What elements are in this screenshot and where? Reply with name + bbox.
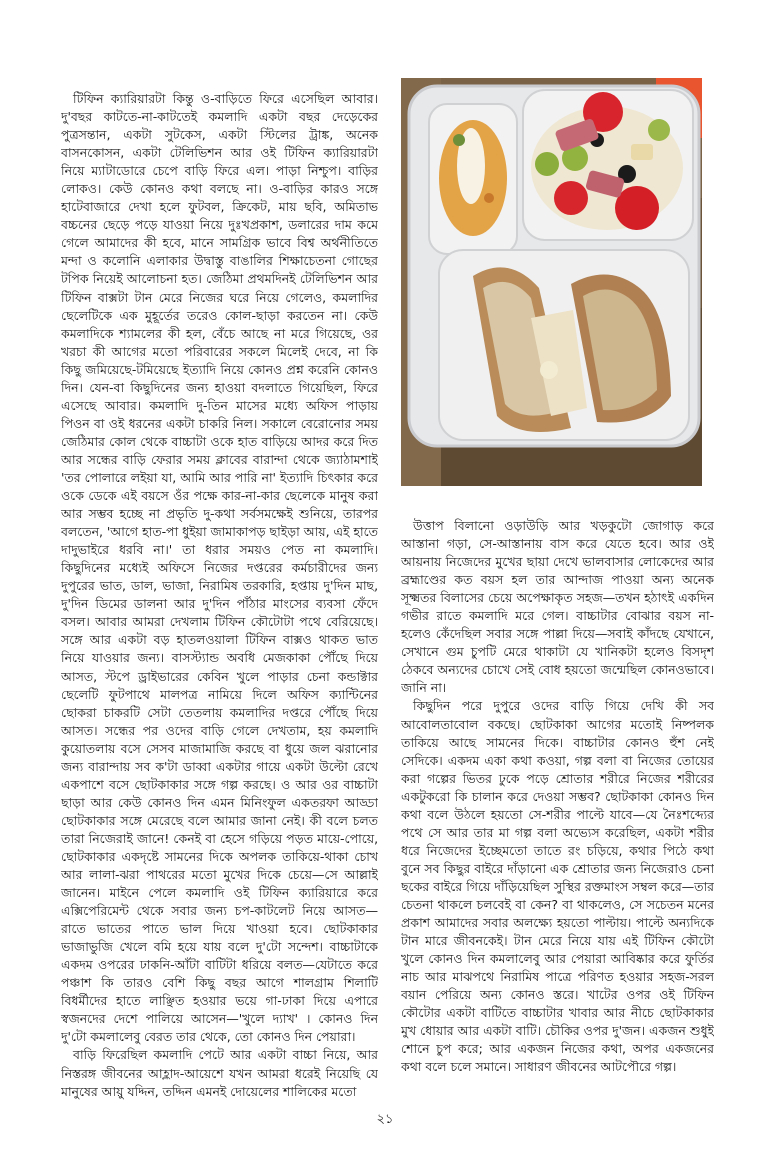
paragraph-2: বাড়ি ফিরেছিল কমলাদি পেটে আর একটা বাচ্চা নিয়ে, আর নিস্তরঙ্গ জীবনের আহ্লাদ-আয়েশে যখন আমরা ধরেই নিয়েছি যে মানুষের আয়ু যদ্দিন, তদ্দিন এমনই দোয়েলের শালিকের মতো — [61, 1047, 378, 1099]
lunchbox-photo — [401, 78, 702, 486]
left-text-column — [61, 90, 378, 1100]
paragraph-4: কিছুদিন পরে দুপুরে ওদের বাড়ি গিয়ে দেখি কী সব আবোলতাবোল বকছে। ছোটকাকা আগের মতোই নিষ্পলক তাকিয়ে আছে সামনের দিকে। বাচ্চাটার কোনও হুঁশ নেই সেদিকে। একদম একা কথা কওয়া, গল্প বলা বা নিজের তোয়ের করা গল্পের ভিতর ঢুকে পড়ে শ্রোতার শরীরে নিজের শরীরের একটুকরো কি চালান করে দেওয়া সম্ভব? ছোটকাকা কোনও দিন কথা বলে উঠলে হয়তো সে-শরীর পাল্টে যাবে—যে নৈঃশব্দ্যের পথে সে আর তার মা গল্প বলা অভ্যেস করেছিল, একটা শরীর ধরে নিজেদের ইচ্ছেমতো তাতে রং চড়িয়ে, কথার পিঠে কথা বুনে সব কিছুর বাইরে দাঁড়ানো এক শ্রোতার জন্য নিজেরাও চেনা ছকের বাইরে গিয়ে দাঁড়িয়েছিল সুস্থির রক্তমাংস সম্বল করে—তার চেতনা থাকলে চলবেই বা কেন? বা থাকলেও, সে সচেতন মনের প্রকাশ আমাদের সবার অলক্ষ্যে হয়তো পাল্টায়। পাল্টে অন্যদিকে টান মারে জীবনকেই। টান মেরে নিয়ে যায় এই টিফিন কৌটো খুলে কোনও দিন কমলালেবু আর পেয়ারা আবিষ্কার করে ফুর্তির নাচ আর মাঝপথে নিরামিষ পাত্রে পরিণত হওয়ার সহজ-সরল বয়ান পেরিয়ে অন্য কোনও স্তরে। খাটের ওপর ওই টিফিন কৌটোর একটা বাটিতে বাচ্চাটার খাবার আর নীচে ছোটকাকার মুখ ধোয়ার আর একটা বাটি। চৌকির ওপর দু'জন। একজন শুধুই শোনে চুপ করে; আর একজন নিজের কথা, অপর একজনের কথা বলে চলে সমানে। সাধারণ জীবনের আটপৌরে গল্প। — [401, 698, 714, 1075]
right-text-column — [401, 517, 714, 1082]
paragraph-3: উত্তাপ বিলানো ওড়াউড়ি আর খড়কুটো জোগাড় করে আস্তানা গড়া, সে-আস্তানায় বাস করে যেতে হবে। আর ওই আয়নায় নিজেদের মুখের ছায়া দেখে ভালবাসার লোকেদের আর ব্রহ্মাণ্ডের কত বয়স হল তার আন্দাজ পাওয়া অন্য অনেক সূক্ষ্মতর বিলাসের চেয়ে অপেক্ষাকৃত সহজ—তখন হঠাৎই একদিন গভীর রাতে কমলাদি মরে গেল। বাচ্চাটার বোঝার বয়স না-হলেও কেঁদেছিল সবার সঙ্গে পাল্লা দিয়ে—সবাই কাঁদছে যেখানে, সেখানে গুম চুপটি মেরে থাকাটা যে খানিকটা হলেও বিসদৃশ ঠেকবে অন্যদের চোখে সেই বোধ হয়তো জন্মেছিল কোনওভাবে। জানি না। — [401, 518, 714, 696]
page-number: ২১ — [376, 1112, 394, 1127]
paragraph-1: টিফিন ক্যারিয়ারটা কিন্তু ও-বাড়িতে ফিরে এসেছিল আবার। দু'বছর কাটতে-না-কাটতেই কমলাদি একটা বছর দেড়েকের পুত্রসন্তান, একটা সুটকেস, একটা স্টিলের ট্রাঙ্ক, অনেক বাসনকোসন, একটা টেলিভিশন আর ওই টিফিন ক্যারিয়ারটা নিয়ে ম্যাটাডোরে চেপে বাড়ি ফিরে এল। পাড়া নিশ্চুপ। বাড়ির লোকও। কেউ কোনও কথা বলছে না। ও-বাড়ির কারও সঙ্গে হাটেবাজারে দেখা হলে ফুটবল, ক্রিকেট, মায় ছবি, অমিতাভ বচ্চনের ছেড়ে পড়ে যাওয়া নিয়ে দুঃখপ্রকাশ, ডলারের দাম কমে গেলে আমাদের কী হবে, মানে সামগ্রিক ভাবে বিশ্ব অর্থনীতিতে মন্দা ও কলোনি এলাকার উদ্বাস্তু বাঙালির শিক্ষাচেতনা গোছের টপিক নিয়েই আলোচনা হত। জেঠিমা প্রথমদিনই টেলিভিশন আর টিফিন বাক্সটা টান মেরে নিজের ঘরে নিয়ে গেলেও, কমলাদির ছেলেটিকে এক মুহূর্তের তরেও কোল-ছাড়া করতেন না। কেউ কমলাদিকে শ্যামলের কী হল, বেঁচে আছে না মরে গিয়েছে, ওর খরচা কী আগের মতো পরিবারের সকলে মিলেই দেবে, না কি কিছু জমিয়েছে-টমিয়েছে ইত্যাদি নিয়ে কোনও প্রশ্ন করেনি কোনও দিন। যেন-বা কিছুদিনের জন্য হাওয়া বদলাতে গিয়েছিল, ফিরে এসেছে আবার। কমলাদি দু-তিন মাসের মধ্যে অফিস পাড়ায় পিওন বা ওই ধরনের একটা চাকরি নিল। সকালে বেরোনোর সময় জেঠিমার কোল থেকে বাচ্চাটা ওকে হাত বাড়িয়ে আদর করে দিত আর সন্ধের বাড়ি ফেরার সময় ক্লাবের বারান্দা থেকে জ্যাঠামশাই 'তর পোলারে লইয়া যা, আমি আর পারি না' ইত্যাদি চিৎকার করে ওকে ডেকে এই বয়সে ওঁর পক্ষে কার-না-কার ছেলেকে মানুষ করা আর সম্ভব হচ্ছে না প্রভৃতি দু-কথা সর্বসমক্ষেই শুনিয়ে, তারপর বলতেন, 'আগে হাত-পা ধুইয়া জামাকাপড় ছাইড়া আয়, এই হাতে দাদুভাইরে ধরবি না।' তা ধরার সময়ও পেত না কমলাদি। কিছুদিনের মধ্যেই অফিসে নিজের দপ্তরের কর্মচারীদের জন্য দুপুরের ভাত, ডাল, ভাজা, নিরামিষ তরকারি, হপ্তায় দু'দিন মাছ, দু'দিন ডিমের ডালনা আর দু'দিন পাঁঠার মাংসের ব্যবসা ফেঁদে বসল। আবার আমরা দেখলাম টিফিন কৌটোটা পথে বেরিয়েছে। সঙ্গে আর একটা বড় হাতলওয়ালা টিফিন বাক্সও থাকত ভাত নিয়ে যাওয়ার জন্য। বাসস্ট্যান্ড অবধি মেজকাকা পৌঁছে দিয়ে আসত, স্টপে ড্রাইভারের কেবিন খুলে পাড়ার চেনা কন্ডাক্টার ছেলেটি ফুটপাথে মালপত্র নামিয়ে দিলে অফিস ক্যান্টিনের ছোকরা চাকরটি সেটা তেতলায় কমলাদির দপ্তরে পৌঁছে দিয়ে আসত। সন্ধের পর ওদের বাড়ি গেলে দেখতাম, হয় কমলাদি কুয়োতলায় বসে সেসব মাজামাজি করছে বা ধুয়ে জল ঝরানোর জন্য বারান্দায় সব ক'টা ডাব্বা একটার গায়ে একটা উল্টো রেখে একপাশে বসে ছোটকাকার সঙ্গে গল্প করছে। ও আর ওর বাচ্চাটা ছাড়া আর কেউ কোনও দিন এমন মিনিংফুল একতরফা আড্ডা ছোটকাকার সঙ্গে মেরেছে বলে আমার জানা নেই। কী বলে চলত তারা নিজেরাই জানে! কেনই বা হেসে গড়িয়ে পড়ত মায়ে-পোয়ে, ছোটকাকার একদৃষ্টে সামনের দিকে অপলক তাকিয়ে-থাকা চোখ আর লালা-ঝরা পাথরের মতো মুখের দিকে চেয়ে—সে আল্লাই জানেন। মাইনে পেলে কমলাদি ওই টিফিন ক্যারিয়ারে করে এক্সিপেরিমেন্ট থেকে সবার জন্য চপ-কাটলেট নিয়ে আসত—রাতে ভাতের পাতে ভাল দিয়ে খাওয়া হবে। ছোটকাকার ভাজাভুজি খেলে বমি হয়ে যায় বলে দু'টো সন্দেশ। বাচ্চাটাকে একদম ওপরের ঢাকনি-আঁটা বাটিটা ধরিয়ে বলত—যেটাতে করে পঞ্চাশ কি তারও বেশি কিছু বছর আগে শালগ্রাম শিলাটি বিধর্মীদের হাতে লাঞ্ছিত হওয়ার ভয়ে গা-ঢাকা দিয়ে এপারে স্বজনদের দেশে পালিয়ে আসেন—'খুলে দ্যাখ' । কোনও দিন দু'টো কমলালেবু বেরত তার থেকে, তো কোনও দিন পেয়ারা। — [61, 91, 378, 1045]
